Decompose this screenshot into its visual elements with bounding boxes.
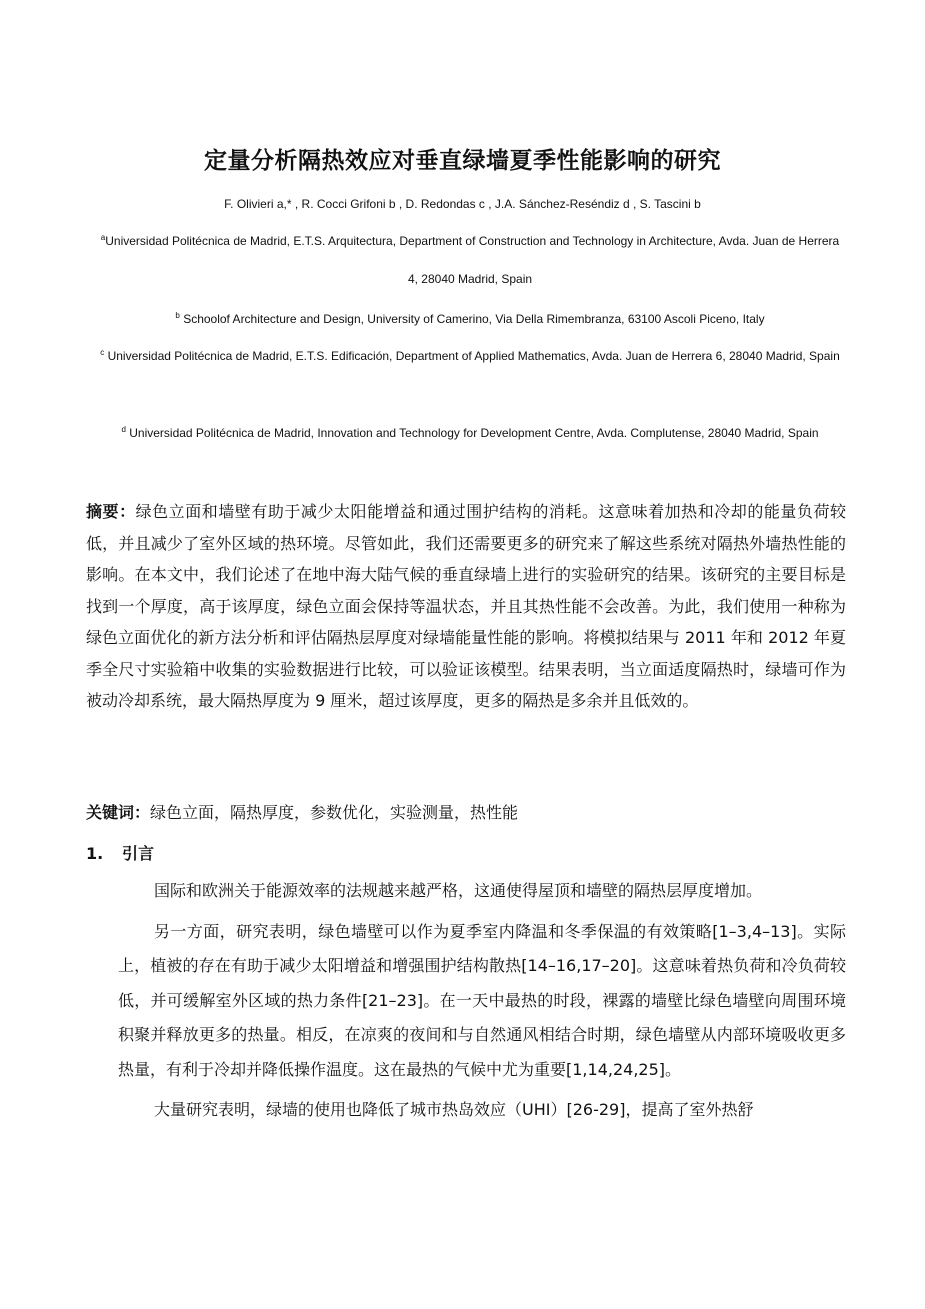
author-list: F. Olivieri a,* , R. Cocci Grifoni b , D. Redondas c , J.A. Sánchez-Reséndiz d , S. Tascini b bbox=[224, 197, 701, 211]
affiliation-a bbox=[100, 222, 840, 298]
keywords-label: 关键词： bbox=[86, 803, 151, 822]
affiliation-c bbox=[100, 337, 840, 375]
keywords-text: 绿色立面，隔热厚度，参数优化，实验测量，热性能 bbox=[150, 803, 519, 822]
abstract-label: 摘要： bbox=[86, 502, 136, 521]
body-text bbox=[118, 874, 846, 1128]
affiliation-text: Universidad Politécnica de Madrid, E.T.S. Edificación, Department of Applied Mathematics, Avda. Juan de Herrera 6, 28040 Madrid, Spain bbox=[107, 349, 840, 363]
abstract bbox=[86, 496, 846, 717]
paragraph: 另一方面，研究表明，绿色墙壁可以作为夏季室内降温和冬季保温的有效策略[1–3,4–13]。实际上，植被的存在有助于减少太阳增益和增强围护结构散热[14–16,17–20]。这意味着热负荷和冷负荷较低，并可缓解室外区域的热力条件[21–23]。在一天中最热的时段，裸露的墙壁比绿色墙壁向周围环境积聚并释放更多的热量。相反，在凉爽的夜间和与自然通风相结合时期，绿色墙壁从内部环境吸收更多热量，有利于冷却并降低操作温度。这在最热的气候中尤为重要[1,14,24,25]。 bbox=[118, 921, 846, 1079]
section-number: 1. bbox=[86, 844, 104, 863]
affiliation-mark: a bbox=[100, 233, 106, 242]
paragraph: 国际和欧洲关于能源效率的法规越来越严格，这通使得屋顶和墙壁的隔热层厚度增加。 bbox=[154, 881, 763, 900]
abstract-text: 绿色立面和墙壁有助于减少太阳能增益和通过围护结构的消耗。这意味着加热和冷却的能量负荷较低，并且减少了室外区域的热环境。尽管如此，我们还需要更多的研究来了解这些系统对隔热外墙热性能的影响。在本文中，我们论述了在地中海大陆气候的垂直绿墙上进行的实验研究的结果。该研究的主要目标是找到一个厚度，高于该厚度，绿色立面会保持等温状态，并且其热性能不会改善。为此，我们使用一种称为绿色立面优化的新方法分析和评估隔热层厚度对绿墙能量性能的影响。将模拟结果与 2011 年和 2012 年夏季全尺寸实验箱中收集的实验数据进行比较，可以验证该模型。结果表明，当立面适度隔热时，绿墙可作为被动冷却系统，最大隔热厚度为 9 厘米，超过该厚度，更多的隔热是多余并且低效的。 bbox=[86, 502, 846, 710]
affiliation-mark: d bbox=[121, 425, 126, 434]
affiliation-d bbox=[100, 414, 840, 452]
affiliation-text: Universidad Politécnica de Madrid, E.T.S. Arquitectura, Department of Construction and Technology in Architecture, Avda. Juan de Herrera 4, 28040 Madrid, Spain bbox=[105, 234, 840, 286]
affiliation-text: Schoolof Architecture and Design, University of Camerino, Via Della Rimembranza, 63100 Ascoli Piceno, Italy bbox=[183, 312, 765, 326]
paragraph: 大量研究表明，绿墙的使用也降低了城市热岛效应（UHI）[26-29]，提高了室外热舒 bbox=[154, 1100, 754, 1119]
section-heading bbox=[86, 841, 154, 864]
affiliation-mark: c bbox=[100, 348, 105, 357]
keywords bbox=[86, 800, 846, 823]
section-title: 引言 bbox=[122, 844, 155, 863]
paper-title: 定量分析隔热效应对垂直绿墙夏季性能影响的研究 bbox=[204, 148, 721, 174]
affiliation-text: Universidad Politécnica de Madrid, Innovation and Technology for Development Centre, Avda. Complutense, 28040 Madrid, Spain bbox=[129, 426, 819, 440]
affiliation-b bbox=[100, 300, 840, 338]
affiliation-mark: b bbox=[175, 311, 180, 320]
